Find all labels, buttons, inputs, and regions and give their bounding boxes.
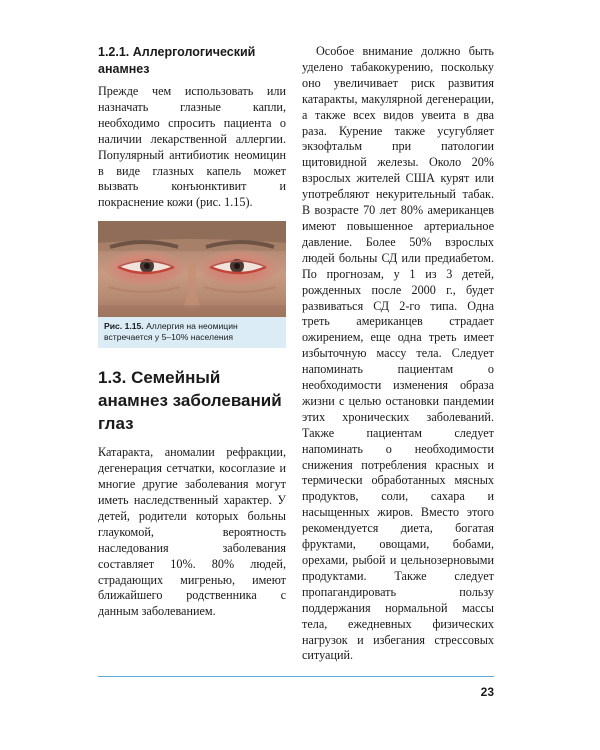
left-column	[98, 44, 286, 620]
figure-caption-text: Аллергия на неомицин встречается у 5–10% населения	[104, 321, 238, 343]
right-column	[302, 44, 494, 664]
figure-label: Рис. 1.15.	[104, 321, 144, 332]
allergy-paragraph: Прежде чем использовать или назначать глазные капли, необходимо спросить пациента о наличии лекарственной аллергии. Популярный антибиотик неомицин в виде глазных капель может вызвать конъюнктивит и покраснение кожи (рис. 1.15).	[98, 84, 286, 210]
figure-caption	[98, 317, 286, 348]
section-heading-family-history: 1.3. Семейный анамнез заболеваний глаз	[98, 368, 282, 434]
family-history-paragraph: Катаракта, аномалии рефракции, дегенерация сетчатки, косоглазие и многие другие заболевания могут иметь наследственный характер. У детей, родители которых больны глаукомой, вероятность наследования заболевания составляет 10%. 80% людей, страдающих мигренью, имеют ближайшего родственника с данным заболеванием.	[98, 445, 286, 619]
eye-allergy-photo	[98, 221, 286, 317]
subsection-heading-allergy: 1.2.1. Аллергологический анамнез	[98, 45, 256, 76]
page-number: 23	[480, 685, 494, 699]
smoking-paragraph: Особое внимание должно быть уделено табакокурению, поскольку оно увеличивает риск развития катаракты, макулярной дегенерации, а также всех видов увеита в два раза. Курение также усугубляет экзофтальм при патологии щитовидной железы. Около 20% взрослых жителей США курят или употребляют некурительный табак. В возрасте 70 лет 80% американцев имеют повышенное артериальное давление. Более 50% взрослых людей больны СД или предиабетом. По прогнозам, у 1 из 3 детей, рожденных после 2000 г., будет развиваться СД 2-го типа. Одна треть американцев страдает ожирением, еще одна треть имеет избыточную массу тела. Следует напоминать пациентам о необходимости изменения образа жизни с целью остановки пандемии этих хронических заболеваний. Также пациентам следует напоминать о необходимости снижения потребления красных и термически обработанных мясных продуктов, соли, сахара и насыщенных жиров. Вместо этого рекомендуется диета, богатая фруктами, овощами, бобами, орехами, рыбой и цельнозерновыми продуктами. Также следует пропагандировать пользу поддержания нормальной массы тела, ежедневных физических нагрузок и избегания стрессовых ситуаций.	[302, 44, 494, 663]
figure-1-15	[98, 221, 286, 348]
footer-rule	[98, 676, 494, 677]
section-family-history	[98, 366, 286, 620]
eye-allergy-illustration	[98, 221, 286, 317]
